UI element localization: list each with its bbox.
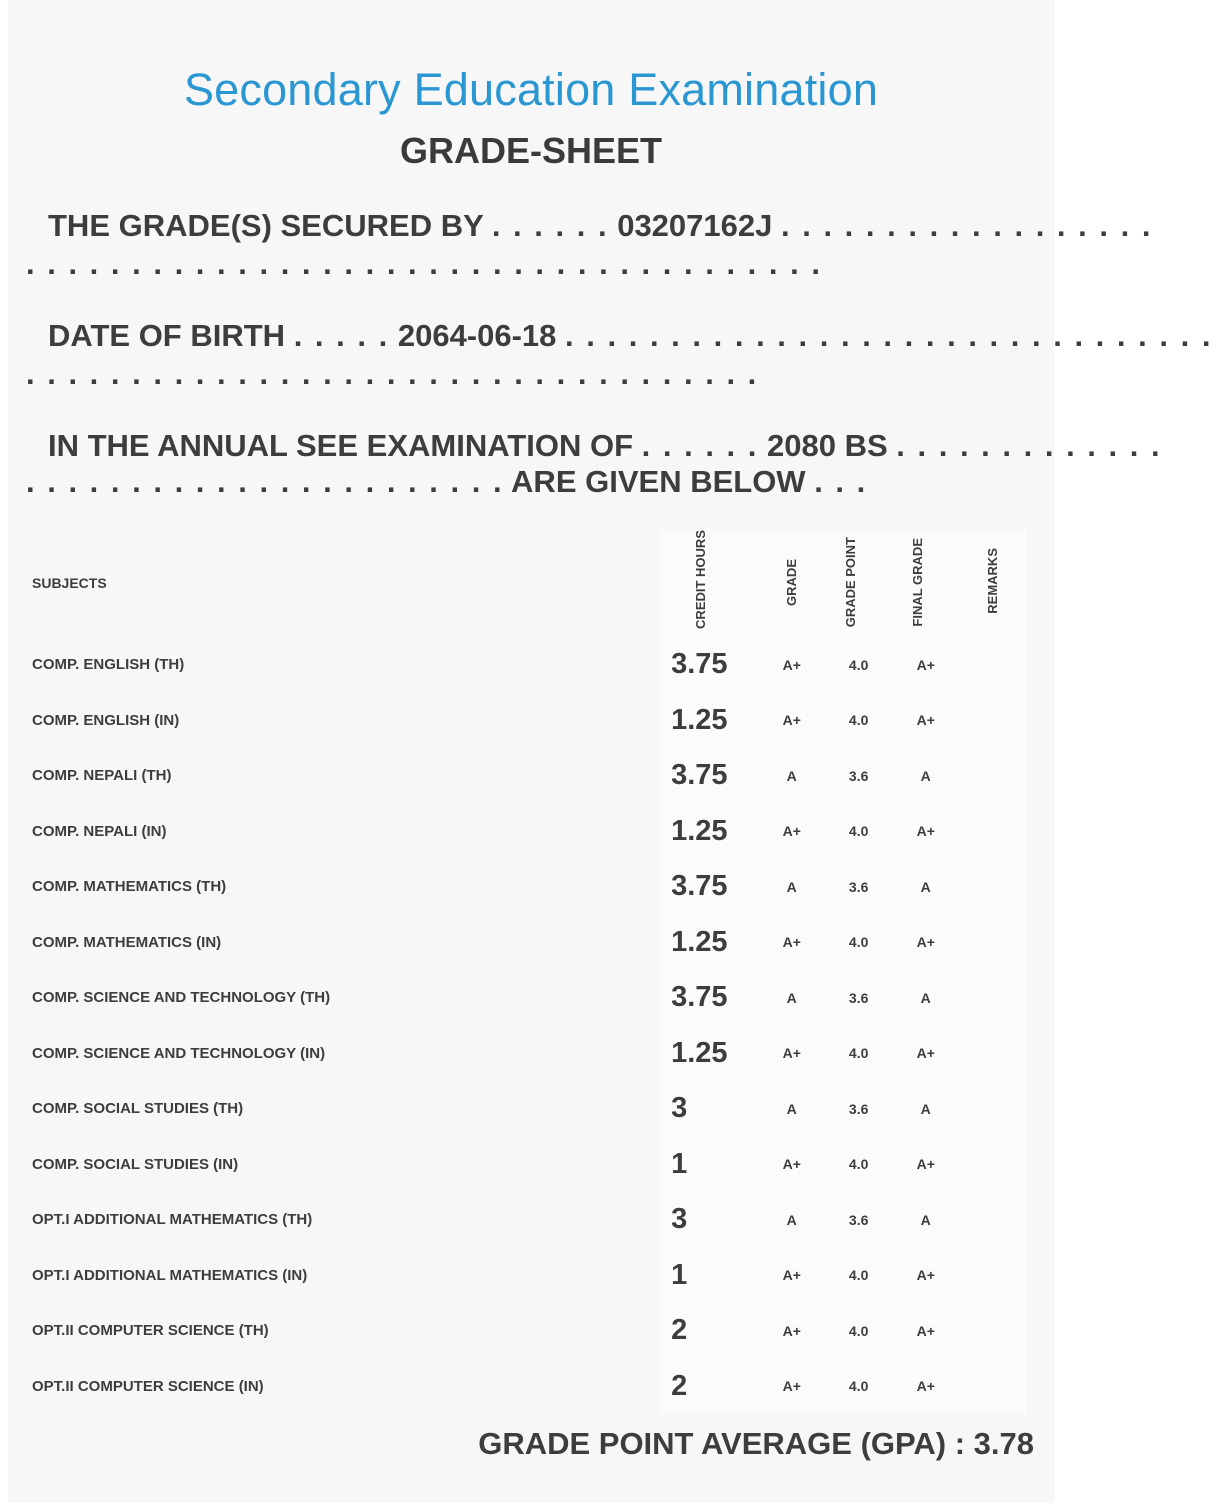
dot-leader: . . . . . . . . . . . . . . . . . . . . . . . . . . . . . . . . . . . [26,356,759,391]
grade-point-cell: 3.6 [825,1081,892,1137]
dot-leader: . . . . . . . . . . . . . . . . . . [781,208,1153,243]
grade-point-cell: 4.0 [825,692,892,748]
final-grade-cell: A+ [892,1025,959,1081]
subject-cell: OPT.I ADDITIONAL MATHEMATICS (TH) [32,1211,313,1229]
table-row [26,748,1026,804]
grade-sheet-heading: GRADE-SHEET [399,130,663,171]
dob-line [48,318,1212,354]
col-subjects: SUBJECTS [32,575,107,592]
table-row [26,1136,1026,1192]
remarks-cell [959,970,1026,1026]
credit-hours-cell: 1.25 [659,803,758,859]
given-below-line [26,464,867,500]
col-grade-point: GRADE POINT [825,530,892,637]
final-grade-cell: A [892,1081,959,1137]
grade-point-cell: 3.6 [825,859,892,915]
credit-hours-cell: 3 [659,1081,758,1137]
given-below-label: ARE GIVEN BELOW [511,464,806,499]
table-row [26,1081,1026,1137]
grade-sheet [8,0,1212,1503]
grade-cell: A [758,859,825,915]
grade-point-cell: 4.0 [825,1303,892,1359]
grade-cell: A+ [758,1136,825,1192]
dot-leader: . . . . . . . . . . . . . . . . . . . . . . . . . . . . . . . [565,318,1212,353]
final-grade-cell: A+ [892,1303,959,1359]
grade-point-cell: 4.0 [825,1136,892,1192]
gpa-summary [478,1426,1034,1462]
grade-cell: A [758,970,825,1026]
credit-hours-cell: 1.25 [659,692,758,748]
final-grade-cell: A+ [892,803,959,859]
subject-cell: COMP. SOCIAL STUDIES (IN) [32,1155,239,1173]
credit-hours-cell: 1.25 [659,914,758,970]
col-grade: GRADE [758,530,825,637]
table-row [26,859,1026,915]
col-remarks: REMARKS [959,530,1026,637]
final-grade-cell: A+ [892,1358,959,1414]
dot-leader: . . . . . . [641,428,759,463]
grades-table [26,530,1026,1414]
remarks-cell [959,1136,1026,1192]
exam-line [48,428,1162,464]
exam-year: 2080 BS [767,428,888,463]
final-grade-cell: A+ [892,1136,959,1192]
subject-cell: OPT.II COMPUTER SCIENCE (TH) [32,1322,269,1340]
grade-cell: A+ [758,1025,825,1081]
remarks-cell [959,859,1026,915]
table-row [26,1025,1026,1081]
remarks-cell [959,1025,1026,1081]
subject-cell: COMP. SCIENCE AND TECHNOLOGY (TH) [32,989,331,1007]
subject-cell: OPT.II COMPUTER SCIENCE (IN) [32,1377,264,1395]
remarks-cell [959,748,1026,804]
table-row [26,637,1026,693]
grade-point-cell: 3.6 [825,970,892,1026]
final-grade-cell: A+ [892,1247,959,1303]
subject-cell: OPT.I ADDITIONAL MATHEMATICS (IN) [32,1266,308,1284]
remarks-cell [959,637,1026,693]
grade-cell: A [758,748,825,804]
secured-by-line [48,208,1152,244]
credit-hours-cell: 2 [659,1358,758,1414]
credit-hours-cell: 1.25 [659,1025,758,1081]
credit-hours-cell: 3.75 [659,970,758,1026]
subject-cell: COMP. NEPALI (IN) [32,822,167,840]
final-grade-cell: A+ [892,692,959,748]
grade-point-cell: 4.0 [825,1025,892,1081]
subject-cell: COMP. SOCIAL STUDIES (TH) [32,1100,244,1118]
table-row [26,914,1026,970]
remarks-cell [959,1303,1026,1359]
credit-hours-cell: 1 [659,1247,758,1303]
remarks-cell [959,803,1026,859]
remarks-cell [959,1192,1026,1248]
dob-label: DATE OF BIRTH [48,318,286,353]
exam-title: Secondary Education Examination [183,64,879,115]
subject-cell: COMP. SCIENCE AND TECHNOLOGY (IN) [32,1044,326,1062]
final-grade-cell: A [892,1192,959,1248]
grade-point-cell: 3.6 [825,748,892,804]
remarks-cell [959,692,1026,748]
col-credit-hours: CREDIT HOURS [659,530,758,637]
final-grade-cell: A [892,748,959,804]
final-grade-cell: A+ [892,637,959,693]
credit-hours-cell: 3 [659,1192,758,1248]
table-header-row [26,530,1026,637]
date-of-birth: 2064-06-18 [397,318,557,353]
dot-leader-line [26,246,822,282]
remarks-cell [959,1081,1026,1137]
grade-cell: A [758,1192,825,1248]
gpa-value: 3.78 [973,1426,1034,1461]
credit-hours-cell: 3.75 [659,637,758,693]
remarks-cell [959,914,1026,970]
dot-leader: . . . . . . . . . . . . . . . . . . . . . . . [26,464,504,499]
table-row [26,1358,1026,1414]
grade-cell: A+ [758,1358,825,1414]
remarks-cell [959,1358,1026,1414]
credit-hours-cell: 1 [659,1136,758,1192]
grade-point-cell: 4.0 [825,914,892,970]
dot-leader: . . . . . . [491,208,609,243]
grade-cell: A+ [758,1303,825,1359]
exam-label: IN THE ANNUAL SEE EXAMINATION OF [48,428,634,463]
dot-leader: . . . . . . . . . . . . . [896,428,1162,463]
remarks-cell [959,1247,1026,1303]
grade-point-cell: 4.0 [825,1247,892,1303]
subject-cell: COMP. MATHEMATICS (IN) [32,933,222,951]
table-row [26,1303,1026,1359]
grade-cell: A+ [758,1247,825,1303]
symbol-number: 03207162J [617,208,773,243]
credit-hours-cell: 3.75 [659,859,758,915]
gpa-label: GRADE POINT AVERAGE (GPA) : [478,1426,966,1461]
grade-cell: A [758,1081,825,1137]
grade-point-cell: 4.0 [825,803,892,859]
subject-cell: COMP. ENGLISH (TH) [32,656,185,674]
col-final-grade: FINAL GRADE [892,530,959,637]
table-row [26,1247,1026,1303]
dot-leader: . . . . . [293,318,390,353]
dot-leader-line [26,356,758,392]
table-row [26,803,1026,859]
dot-leader: . . . . . . . . . . . . . . . . . . . . . . . . . . . . . . . . . . . . . . [26,246,822,281]
final-grade-cell: A [892,970,959,1026]
credit-hours-cell: 3.75 [659,748,758,804]
final-grade-cell: A+ [892,914,959,970]
credit-hours-cell: 2 [659,1303,758,1359]
subject-cell: COMP. ENGLISH (IN) [32,711,180,729]
table-row [26,1192,1026,1248]
secured-by-label: THE GRADE(S) SECURED BY [48,208,484,243]
subject-cell: COMP. MATHEMATICS (TH) [32,878,227,896]
final-grade-cell: A [892,859,959,915]
grade-cell: A+ [758,637,825,693]
subject-cell: COMP. NEPALI (TH) [32,767,172,785]
grade-point-cell: 4.0 [825,1358,892,1414]
grade-cell: A+ [758,914,825,970]
dot-leader: . . . [814,464,868,499]
table-row [26,692,1026,748]
grade-point-cell: 3.6 [825,1192,892,1248]
grade-cell: A+ [758,803,825,859]
grade-point-cell: 4.0 [825,637,892,693]
table-row [26,970,1026,1026]
grade-cell: A+ [758,692,825,748]
